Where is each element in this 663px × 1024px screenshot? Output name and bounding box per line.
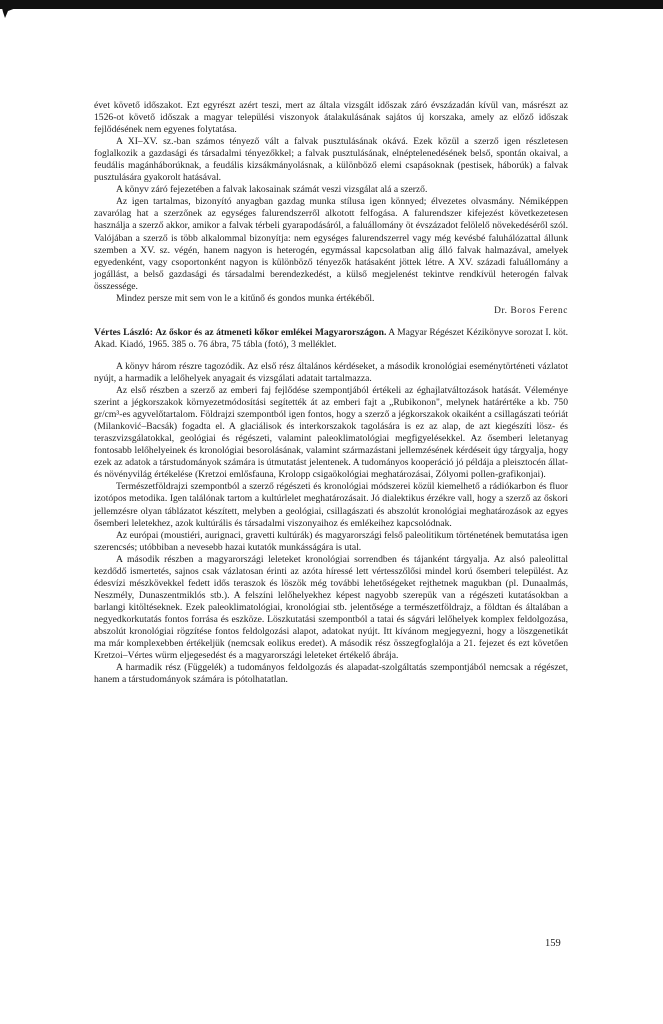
section-gap bbox=[94, 317, 568, 327]
review1-paragraph: A XI–XV. sz.-ban számos tényező vált a falvak pusztulásának okává. Ezek közül a szerző igen részletesen foglalkozik a gazdasági és társadalmi tényezőkkel; a falvak pusztulásának, elnéptelenedésének belső, spontán okaival, a feudális magánháborúknak, a feudális kizsákmányolásnak, a különböző elemi csapásoknak (pestisek, háborúk) a falvak pusztulására gyakorolt hatásával. bbox=[94, 136, 568, 184]
review2-paragraph: A könyv három részre tagozódik. Az első rész általános kérdéseket, a második kronológiai eseménytörténeti vázlatot nyújt, a harmadik a lelőhelyek anyagait és vizsgálati adatait tartalmazza. bbox=[94, 360, 568, 384]
review2-paragraph: Természetföldrajzi szempontból a szerző régészeti és kronológiai módszerei közül kiemelhető a rádiókarbon és fluor izotópos metodika. Igen találónak tartom a kultúrlelet meghatározásait. Jó dialektikus érzékre vall, hogy a szerző az őskori jellemzésre olyan táblázatot készített, melyben a geológiai, csillagászati és abszolút kronológiai meghatározások az egyes ősemberi leletekhez, azok kultúrális és társadalmi viszonyaihoz és emlékeihez kapcsolódnak. bbox=[94, 481, 568, 529]
scan-top-border bbox=[0, 0, 663, 9]
review2-title: Az őskor és az átmeneti kőkor emlékei Magyarországon. bbox=[155, 326, 387, 338]
page-body bbox=[94, 100, 568, 686]
review2-paragraph: A második részben a magyarországi leleteket kronológiai sorrendben és tájanként tárgyalja. Az alsó paleolittal kezdődő ismertetés, sajnos csak vázlatosan érinti az azóta híressé lett vértesszőlősi mindel korú ősemberi települést. Az édesvízi mészkövekkel fedett idős teraszok és löszök még további lehetőségeket rejthetnek magukban (pl. Dunaalmás, Neszmély, Dunaszentmiklós stb.). A felszíni lelőhelyekhez képest nagyobb szerepük van a régészeti kutatásokban a barlangi kitöltéseknek. Ezek paleoklimatológiai, kronológiai stb. jelentősége a természetföldrajz, a földtan és általában a negyedkorkutatás fontos forrása és eszköze. Löszkutatási szempontból a tatai és ságvári lelőhelyek komplex feldolgozása, abszolút kronológiai rögzítése fontos feldolgozási alapot, adatokat nyújt. Itt kívánom megjegyezni, hogy a löszgenetikát ma már komplexebben értékeljük (nemcsak eolikus eredet). A második rész összegfoglalója a 21. fejezet és ezt követően Kretzoi–Vértes würm eljegesedést és a magyarországi leleteket értékelő ábrája. bbox=[94, 553, 568, 662]
review2-heading bbox=[94, 327, 568, 351]
review2-author: Vértes László: bbox=[94, 326, 153, 338]
review2-publication: A Magyar Régészet Kézikönyve sorozat I. köt. Akad. Kiadó, 1965. 385 o. 76 ábra, 75 tábla (fotó), 3 melléklet. bbox=[94, 326, 569, 350]
review1-signature: Dr. Boros Ferenc bbox=[494, 305, 568, 316]
page-number: 159 bbox=[545, 938, 561, 949]
review1-paragraph: Mindez persze mit sem von le a kitűnő és gondos munka értékéből. bbox=[116, 292, 375, 304]
review2-paragraph: A harmadik rész (Függelék) a tudományos feldolgozás és alapadat-szolgáltatás szempontjából nemcsak a régészet, hanem a társtudományok számára is pótolhatatlan. bbox=[94, 662, 568, 686]
review1-paragraph: A könyv záró fejezetében a falvak lakosainak számát veszi vizsgálat alá a szerző. bbox=[116, 184, 428, 196]
review1-paragraph: Az igen tartalmas, bizonyító anyagban gazdag munka stílusa igen könnyed; élvezetes olvasmány. Némiképpen zavarólag hat a szerzőnek az egységes falurendszerről alkotott felfogása. A falurendszer kifejezést következetesen használja a szerző akkor, amikor a falvak térbeli gyarapodásáról, a faluállomány öt évszázadot felölelő növekedéséről szól. Valójában a szerző is több alkalommal bizonyítja: nem egységes falurendszerrel vagy még kevésbé faluhálózattal állunk szemben a XV. sz. végén, hanem nagyon is heterogén, egymással kapcsolatban alig álló falvak halmazával, amelyek egyedenként, vagy csoportonként nagyon is különböző tényezők hatásaként jöttek létre. A XV. századi faluállomány a jogállást, a belső gazdasági és társadalmi berendezkedést, a külső megjelenést tekintve rendkívül heterogén falvak összessége. bbox=[94, 196, 568, 292]
section-gap bbox=[94, 351, 568, 361]
review1-paragraph: évet követő időszakot. Ezt egyrészt azért teszi, mert az általa vizsgált időszak záró évszázadán kívül van, másrészt az 1526-ot követő időszak a magyar települési viszonyok átalakulásának sajátos új korszaka, amely az előző időszak fejlődésének nem egyenes folytatása. bbox=[94, 100, 568, 136]
review2-paragraph: Az első részben a szerző az emberi faj fejlődése szempontjából értékeli az éghajlatváltozások hatását. Véleménye szerint a jégkorszakok környezetmódosítási segítették át az emberi fajt a „Rubikonon", melynek határértéke a kb. 750 gr/cm³-es agyvelőtartalom. Földrajzi szempontból igen fontos, hogy a szerző a jégkorszakok okaiként a csillagászati teóriát (Milanković–Bacsák) fogadta el. A glaciálisok és interkorszakok tagolására is ez az alap, de azt kiegészíti lösz- és teraszvizsgálatokkal, geológiai és régészeti, valamint paleoklimatológiai megfigyelésekkel. Az ősemberi leletanyag fontosabb lelőhelyeinek és kronológiai besorolásának, valamint származástani jellemzésének kérdéseit úgy tárgyalja, hogy ezek az adatok a társtudományok számára is útmutatást jelentenek. A tudományos kooperáció jó példája a pleisztocén állat- és növényvilág értékelése (Kretzoi emlősfauna, Krolopp csigaökológiai meghatározásai, Zólyomi pollen-grafikonjai). bbox=[94, 385, 568, 481]
scan-corner-mark bbox=[2, 8, 16, 18]
review2-paragraph: Az európai (moustiéri, aurignaci, gravetti kultúrák) és magyarországi felső paleolitikum történetének bemutatása igen szerencsés; utóbbiban a nevesebb hazai kutatók munkásságára is utal. bbox=[94, 529, 568, 553]
